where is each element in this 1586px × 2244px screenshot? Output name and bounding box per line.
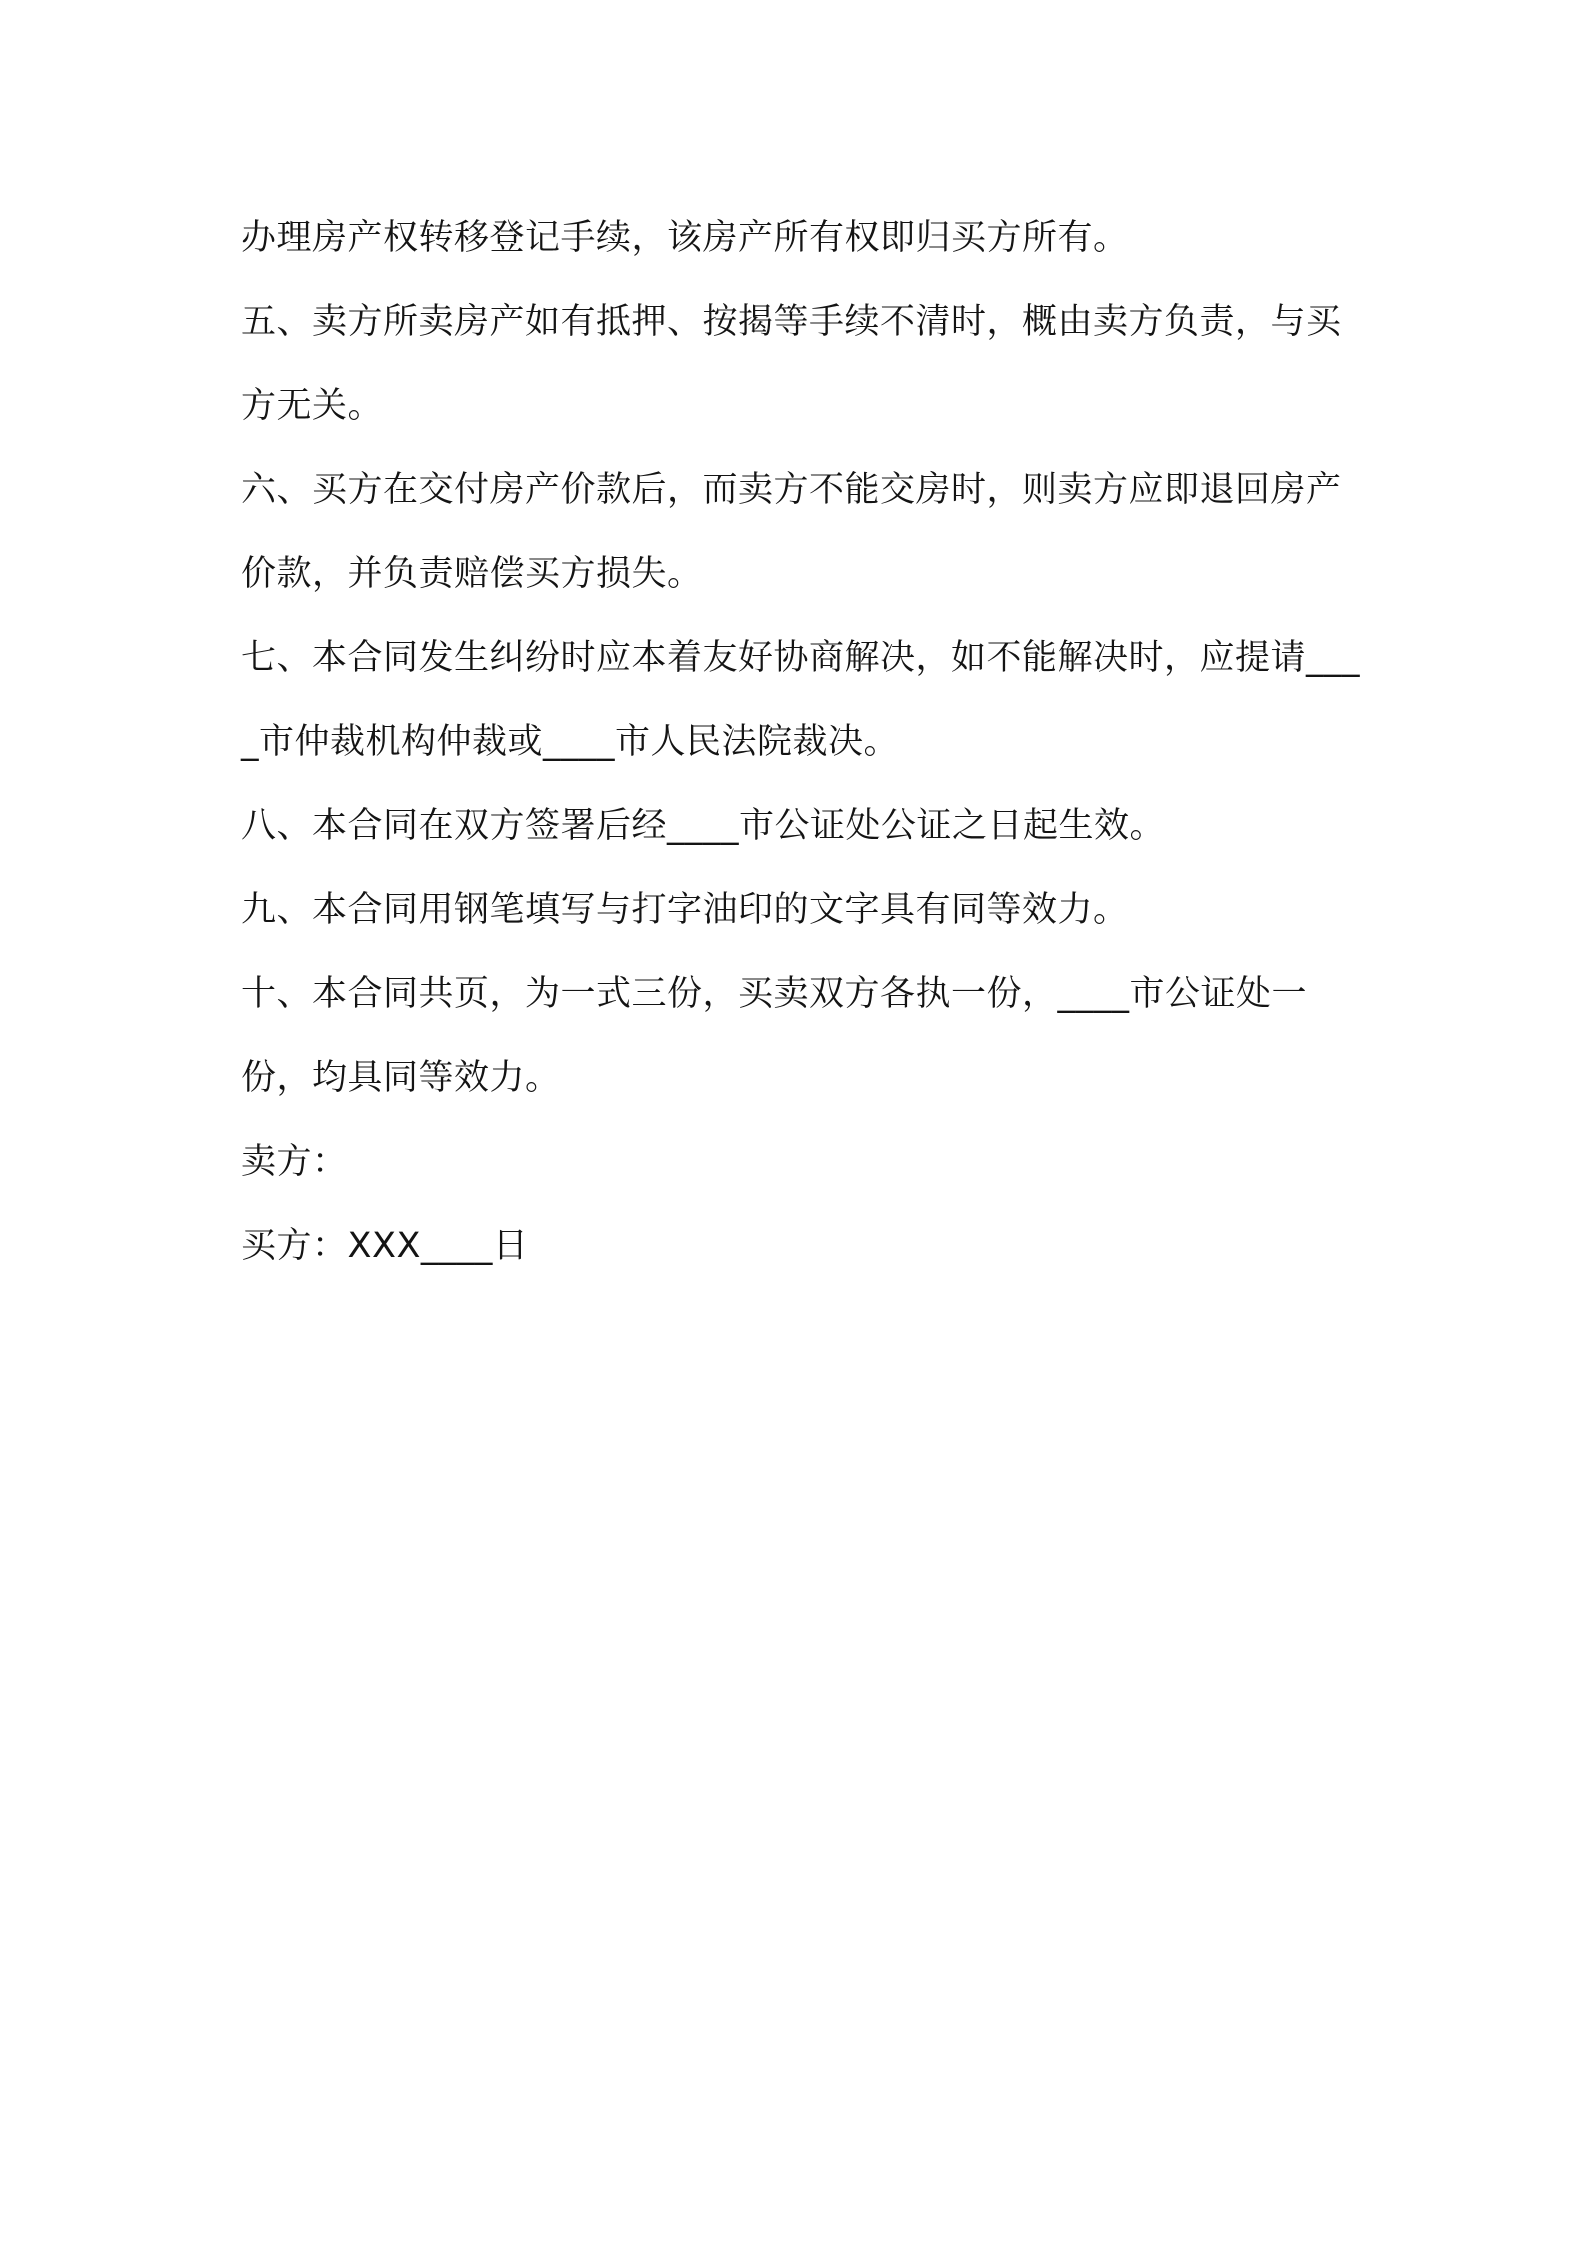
clause-8-effective: 八、本合同在双方签署后经____市公证处公证之日起生效。 <box>241 806 1166 846</box>
clause-5-mortgage: 五、卖方所卖房产如有抵押、按揭等手续不清时，概由卖方负责，与买方无关。 <box>241 302 1342 426</box>
clause-9-validity: 九、本合同用钢笔填写与打字油印的文字具有同等效力。 <box>241 890 1129 930</box>
clause-10-copies: 十、本合同共页，为一式三份，买卖双方各执一份，____市公证处一份，均具同等效力。 <box>241 974 1308 1098</box>
document-body <box>241 196 1366 1288</box>
paragraph-transfer-registration: 办理房产权转移登记手续，该房产所有权即归买方所有。 <box>241 218 1129 258</box>
buyer-signature-line: 买方：XXX____日 <box>241 1226 529 1266</box>
seller-signature-line: 卖方： <box>241 1142 348 1182</box>
clause-7-dispute: 七、本合同发生纠纷时应本着友好协商解决，如不能解决时，应提请____市仲裁机构仲裁或____市人民法院裁决。 <box>241 638 1361 762</box>
clause-6-refund: 六、买方在交付房产价款后，而卖方不能交房时，则卖方应即退回房产价款，并负责赔偿买方损失。 <box>241 470 1342 594</box>
